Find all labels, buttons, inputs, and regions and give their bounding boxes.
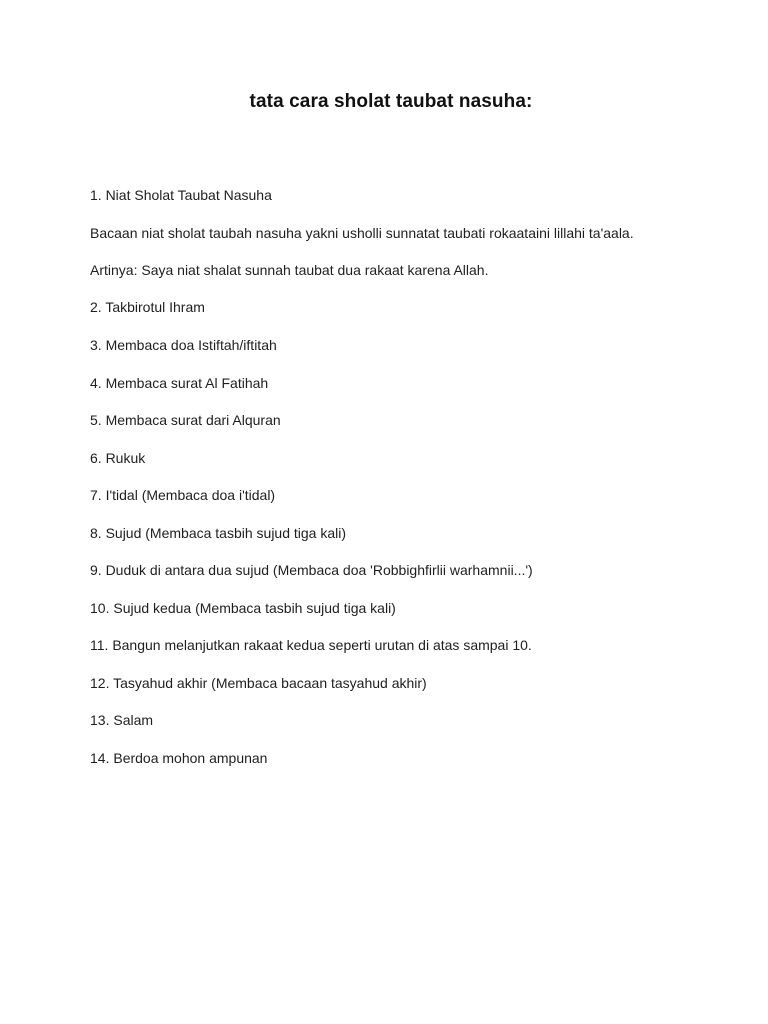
paragraph-step-9: 9. Duduk di antara dua sujud (Membaca doa 'Robbighfirlii warhamnii...') xyxy=(90,562,533,578)
paragraph-step-5: 5. Membaca surat dari Alquran xyxy=(90,412,281,428)
paragraph-step-2: 2. Takbirotul Ihram xyxy=(90,299,205,315)
paragraph-step-7: 7. I'tidal (Membaca doa i'tidal) xyxy=(90,487,276,503)
paragraph-step-1: 1. Niat Sholat Taubat Nasuha xyxy=(90,187,272,203)
paragraph-step-10: 10. Sujud kedua (Membaca tasbih sujud tiga kali) xyxy=(90,600,396,616)
paragraph-step-6: 6. Rukuk xyxy=(90,450,146,466)
paragraph-step-14: 14. Berdoa mohon ampunan xyxy=(90,750,268,766)
paragraph-step-3: 3. Membaca doa Istiftah/iftitah xyxy=(90,337,277,353)
paragraph-step-8: 8. Sujud (Membaca tasbih sujud tiga kali) xyxy=(90,525,347,541)
paragraph-step-12: 12. Tasyahud akhir (Membaca bacaan tasyahud akhir) xyxy=(90,675,427,691)
document-title: tata cara sholat taubat nasuha: xyxy=(249,91,533,112)
paragraph-step-4: 4. Membaca surat Al Fatihah xyxy=(90,375,269,391)
paragraph-step-13: 13. Salam xyxy=(90,712,154,728)
paragraph-niat-meaning: Artinya: Saya niat shalat sunnah taubat dua rakaat karena Allah. xyxy=(90,262,489,278)
paragraph-niat-reading: Bacaan niat sholat taubah nasuha yakni usholli sunnatat taubati rokaataini lillahi ta'aala. xyxy=(90,225,634,241)
paragraph-step-11: 11. Bangun melanjutkan rakaat kedua seperti urutan di atas sampai 10. xyxy=(90,637,532,653)
